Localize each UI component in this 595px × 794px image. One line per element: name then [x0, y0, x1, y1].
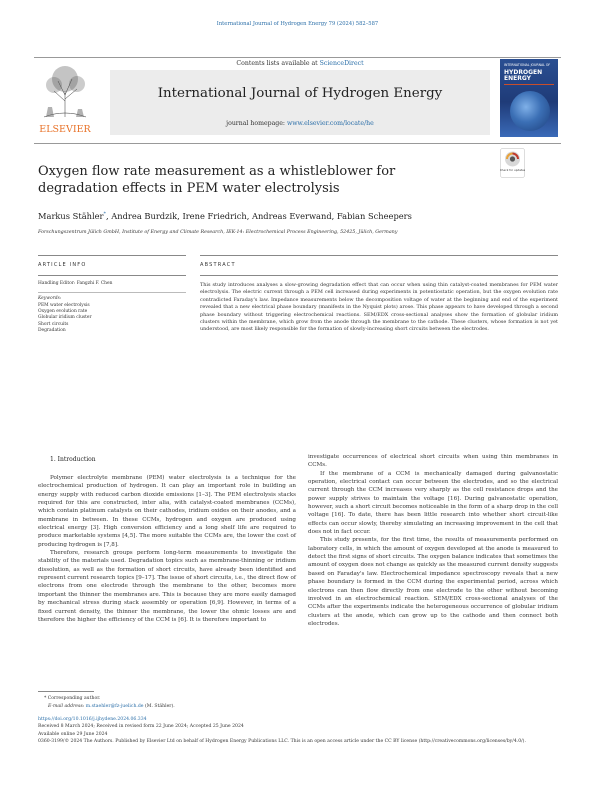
check-for-updates-icon[interactable] [500, 148, 525, 178]
intro-right-column [308, 453, 558, 628]
homepage-link[interactable]: www.elsevier.com/locate/he [286, 120, 374, 127]
section-title-introduction: 1. Introduction [50, 456, 96, 463]
abstract-text: This study introduces analyses a slow-growing degradation effect that can occur when using thin catalyst-coated membranes for PEM water electrolysis. The electric current through a PEM cell increased during experiments in potentiostatic operation, but the oxygen evolution rate contradicted Faraday's law. Impedance measurements below the decomposition voltage of water at the beginning and end of the experiment revealed that a new electrical phase boundary (manifests in the Nyquist plots) arose. This phase appears to have developed through a second phase boundary without triggering electrochemical reactions. SEM/EDX cross-sectional analyses show the formation of globular iridium clusters within the membrane, which grow from the anode through the membrane to the cathode. These clusters, whose formation is not yet understood, are most likely responsible for the formation of slowly-increasing short circuits between the electrodes. [200, 282, 558, 333]
keyword-item[interactable]: Oxygen evolution rate [38, 309, 88, 315]
intro-paragraph: Therefore, research groups perform long-term measurements to investigate the stability of the materials used. Degradation topics such as membrane-thinning or iridium dissolution, as well as the formation of short circuits, have already been identified and represent current research topics [9–17]. The issue of short circuits, i.e., the direct flow of electrons from one electrode through the membrane to the other, becomes more important the thinner the membranes are. This is because they are more easily damaged by mechanical stress during stack assembly or operation [6,9]. However, in terms of a fixed current density, the thinner the membrane, the lower the ohmic losses are and therefore the higher the efficiency of the CCM is [6]. It is therefore important to [38, 550, 296, 623]
cover-artwork [510, 91, 550, 131]
contents-line [110, 60, 490, 67]
article-info-heading: ARTICLE INFO [38, 262, 87, 268]
elsevier-logo [34, 57, 96, 137]
article-info-rule-mid [38, 275, 186, 276]
author-list [38, 211, 558, 221]
article-info-rule-top [38, 255, 186, 256]
check-for-updates-label: Check for updates [500, 168, 525, 172]
cover-divider [504, 84, 554, 85]
journal-cover-image [500, 59, 558, 137]
abstract-rule-mid [200, 275, 558, 276]
doi-link[interactable]: https://doi.org/10.1016/j.ijhydene.2024.06.334 [38, 717, 147, 722]
handling-editor: Handling Editor: Fangzhi F. Chen [38, 281, 113, 286]
corresponding-author-mark[interactable]: * [103, 211, 107, 218]
article-info-rule-inner [38, 292, 186, 293]
journal-title: International Journal of Hydrogen Energy [157, 86, 443, 101]
available-online: Available online 29 June 2024 [38, 732, 108, 737]
first-author[interactable]: Markus Stähler [38, 211, 104, 221]
keyword-item[interactable]: Globular iridium cluster [38, 315, 92, 321]
corresponding-author-note: * Corresponding author. [44, 696, 101, 701]
keyword-item[interactable]: PEM water electrolysis [38, 303, 90, 308]
contents-prefix: Contents lists available at [236, 60, 320, 67]
keyword-item[interactable]: Short circuits [38, 321, 69, 327]
abstract-rule-top [200, 255, 558, 256]
received-dates: Received 8 March 2024; Received in revised form 22 June 2024; Accepted 25 June 2024 [38, 724, 244, 729]
other-authors: , Andrea Burdzik, Irene Friedrich, Andreas Everwand, Fabian Scheepers [106, 211, 412, 221]
abstract-heading: ABSTRACT [200, 262, 236, 268]
keywords-list [38, 303, 186, 334]
homepage-line [110, 120, 490, 127]
cover-title-text: HYDROGEN ENERGY [504, 69, 543, 83]
footnote-rule [38, 691, 94, 692]
cover-top-text: INTERNATIONAL JOURNAL OF [504, 63, 551, 67]
email-line [48, 703, 175, 710]
keyword-item[interactable]: Degradation [38, 327, 66, 333]
journal-citation[interactable]: International Journal of Hydrogen Energy 79 (2024) 582–587 [216, 21, 379, 27]
article-title: Oxygen flow rate measurement as a whistleblower for degradation effects in PEM water electrolysis [38, 164, 396, 196]
intro-paragraph: If the membrane of a CCM is mechanically damaged during galvanostatic operation, electrical contact can occur between the electrodes, and so the electrical current through the CCM increases very sharply as the cell resistance drops and the power supply strives to maintain the voltage [16]. During galvanostatic operation, however, such a short circuit becomes noticeable in the form of a sharp drop in the cell voltage [16]. To date, there has been little research into whether short circuit-like effects can occur slowly, thereby simulating an increasing improvement in the cell that does not in fact occur. [308, 470, 558, 536]
intro-paragraph: investigate occurrences of electrical short circuits when using thin membranes in CCMs. [308, 454, 558, 469]
intro-left-column [38, 474, 296, 624]
license-text: 0360-3199/© 2024 The Authors. Published by Elsevier Ltd on behalf of Hydrogen Energy Publications LLC. This is an open access article under the CC BY license (http://creativecommons.org/licenses/by/4.0/). [38, 739, 526, 744]
email-suffix: (M. Stähler). [143, 704, 175, 709]
email-link[interactable]: m.staehler@fz-juelich.de [85, 704, 144, 709]
intro-paragraph: This study presents, for the first time, the results of measurements performed on laboratory cells, in which the amount of oxygen developed at the anode is measured to detect the first signs of short circuits. The oxygen balance indicates that sometimes the amount of oxygen does not change as quickly as the measured current density suggests based on Faraday's law. Electrochemical impedance spectroscopy reveals that a new phase boundary is formed in the CCM during the experimental period, across which electrons can then flow directly from one electrode to the other without becoming involved in an electrochemical reaction. SEM/EDX cross-sectional analyses of the CCMs after the experiments indicate the heterogeneous occurrence of globular iridium clusters at the anode, which can grow up to the cathode and then connect both electrodes. [308, 537, 558, 627]
homepage-prefix: journal homepage: [226, 120, 287, 127]
email-prefix: E-mail address: [48, 704, 86, 709]
keywords-label: Keywords: [38, 296, 62, 301]
intro-paragraph: Polymer electrolyte membrane (PEM) water electrolysis is a technique for the electrochemical production of hydrogen. It can play an important role in building an energy supply with reduced carbon dioxide emissions [1–3]. The PEM electrolysis stacks required for this are constructed, inter alia, with catalyst-coated membranes (CCMs), which contain platinum catalysts on their cathodes, iridium oxides on their anodes, and a membrane in between. In these CCMs, hydrogen and oxygen are produced using electrical energy [3]. High conversion efficiency and a long shelf life are required to produce marketable systems [4,5]. The more suitable the CCMs are, the lower the cost of producing hydrogen is [7,8]. [38, 475, 296, 548]
affiliation: Forschungszentrum Jülich GmbH, Institute of Energy and Climate Research, IEK-14: Electrochemical Process Engineering, 52425, Jülich, Germany [38, 230, 398, 235]
elsevier-wordmark: ELSEVIER [39, 124, 91, 135]
sciencedirect-link[interactable]: ScienceDirect [319, 60, 364, 67]
